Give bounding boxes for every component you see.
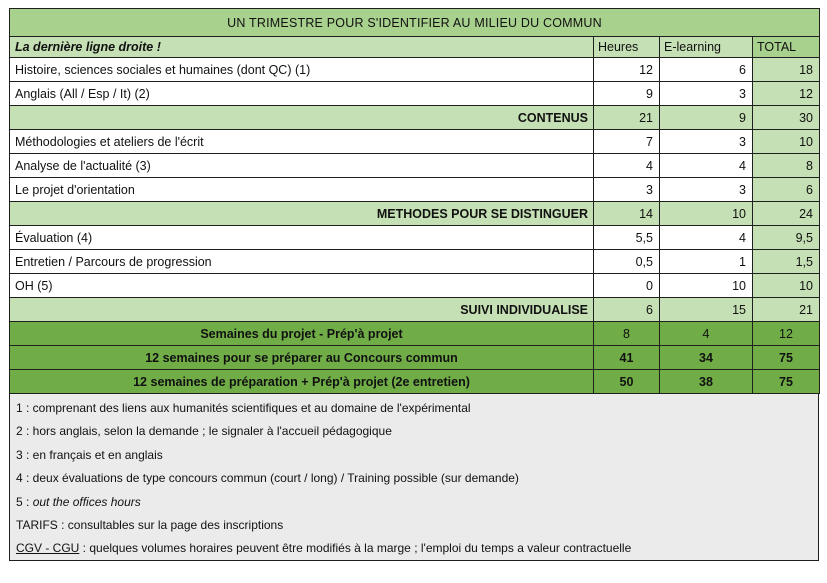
row-label: Méthodologies et ateliers de l'écrit <box>10 130 594 154</box>
table-row <box>10 58 820 82</box>
summary-elearning: 38 <box>660 370 753 394</box>
row-elearning: 4 <box>660 226 753 250</box>
row-total: 6 <box>753 178 820 202</box>
subtotal-elearning: 10 <box>660 202 753 226</box>
table-row <box>10 82 820 106</box>
row-label: Le projet d'orientation <box>10 178 594 202</box>
summary-row <box>10 346 820 370</box>
subtotal-label: METHODES POUR SE DISTINGUER <box>10 202 594 226</box>
table-row <box>10 130 820 154</box>
column-header-elearning: E-learning <box>660 37 753 58</box>
table-row <box>10 178 820 202</box>
column-header-hours: Heures <box>594 37 660 58</box>
row-hours: 9 <box>594 82 660 106</box>
footnote-5 <box>16 491 812 514</box>
row-hours: 0,5 <box>594 250 660 274</box>
subtotal-hours: 21 <box>594 106 660 130</box>
row-total: 9,5 <box>753 226 820 250</box>
row-elearning: 6 <box>660 58 753 82</box>
footnote-5-prefix: 5 : <box>16 494 33 509</box>
row-elearning: 10 <box>660 274 753 298</box>
subtotal-hours: 14 <box>594 202 660 226</box>
program-sheet <box>9 8 819 576</box>
subtotal-elearning: 15 <box>660 298 753 322</box>
cgv-text: : quelques volumes horaires peuvent être modifiés à la marge ; l'emploi du temps a valeur contractuelle <box>79 541 632 556</box>
column-header-total: TOTAL <box>753 37 820 58</box>
summary-elearning: 4 <box>660 322 753 346</box>
summary-hours: 50 <box>594 370 660 394</box>
row-hours: 12 <box>594 58 660 82</box>
row-label: OH (5) <box>10 274 594 298</box>
footnotes <box>9 394 819 561</box>
summary-hours: 41 <box>594 346 660 370</box>
row-elearning: 3 <box>660 130 753 154</box>
row-hours: 5,5 <box>594 226 660 250</box>
row-total: 8 <box>753 154 820 178</box>
subtotal-elearning: 9 <box>660 106 753 130</box>
summary-label: 12 semaines de préparation + Prép'à projet (2e entretien) <box>10 370 594 394</box>
tarifs-note: TARIFS : consultables sur la page des inscriptions <box>16 517 284 532</box>
row-elearning: 1 <box>660 250 753 274</box>
subtotal-label: CONTENUS <box>10 106 594 130</box>
row-label: Anglais (All / Esp / It) (2) <box>10 82 594 106</box>
row-elearning: 3 <box>660 178 753 202</box>
row-label: Histoire, sciences sociales et humaines (dont QC) (1) <box>10 58 594 82</box>
summary-total: 12 <box>753 322 820 346</box>
footnote-2: 2 : hors anglais, selon la demande ; le signaler à l'accueil pédagogique <box>16 424 392 439</box>
footnote-1: 1 : comprenant des liens aux humanités scientifiques et au domaine de l'expérimental <box>16 401 471 415</box>
summary-total: 75 <box>753 346 820 370</box>
program-table <box>9 8 820 394</box>
summary-label: Semaines du projet - Prép'à projet <box>10 322 594 346</box>
cgv-note <box>16 537 812 560</box>
row-total: 10 <box>753 130 820 154</box>
row-total: 10 <box>753 274 820 298</box>
subtotal-row <box>10 106 820 130</box>
summary-row <box>10 322 820 346</box>
row-total: 12 <box>753 82 820 106</box>
subtotal-row <box>10 298 820 322</box>
subtotal-row <box>10 202 820 226</box>
table-row <box>10 154 820 178</box>
row-label: Entretien / Parcours de progression <box>10 250 594 274</box>
summary-total: 75 <box>753 370 820 394</box>
table-row <box>10 274 820 298</box>
page-title: UN TRIMESTRE POUR S'IDENTIFIER AU MILIEU DU COMMUN <box>10 9 820 37</box>
summary-row <box>10 370 820 394</box>
row-hours: 3 <box>594 178 660 202</box>
row-hours: 0 <box>594 274 660 298</box>
summary-hours: 8 <box>594 322 660 346</box>
subtotal-total: 24 <box>753 202 820 226</box>
subtotal-total: 21 <box>753 298 820 322</box>
row-label: Analyse de l'actualité (3) <box>10 154 594 178</box>
footnote-3: 3 : en français et en anglais <box>16 447 163 462</box>
cgv-label: CGV - CGU <box>16 541 80 556</box>
footnote-5-text: out the offices hours <box>32 494 141 509</box>
subtotal-hours: 6 <box>594 298 660 322</box>
row-label: Évaluation (4) <box>10 226 594 250</box>
row-hours: 4 <box>594 154 660 178</box>
subtotal-total: 30 <box>753 106 820 130</box>
table-subtitle: La dernière ligne droite ! <box>10 37 594 58</box>
subtotal-label: SUIVI INDIVIDUALISE <box>10 298 594 322</box>
footnote-4: 4 : deux évaluations de type concours commun (court / long) / Training possible (sur demande) <box>16 471 519 486</box>
table-row <box>10 226 820 250</box>
table-row <box>10 250 820 274</box>
row-hours: 7 <box>594 130 660 154</box>
title-row <box>10 9 820 37</box>
summary-label: 12 semaines pour se préparer au Concours commun <box>10 346 594 370</box>
summary-elearning: 34 <box>660 346 753 370</box>
row-elearning: 4 <box>660 154 753 178</box>
header-row <box>10 37 820 58</box>
row-total: 18 <box>753 58 820 82</box>
row-total: 1,5 <box>753 250 820 274</box>
row-elearning: 3 <box>660 82 753 106</box>
